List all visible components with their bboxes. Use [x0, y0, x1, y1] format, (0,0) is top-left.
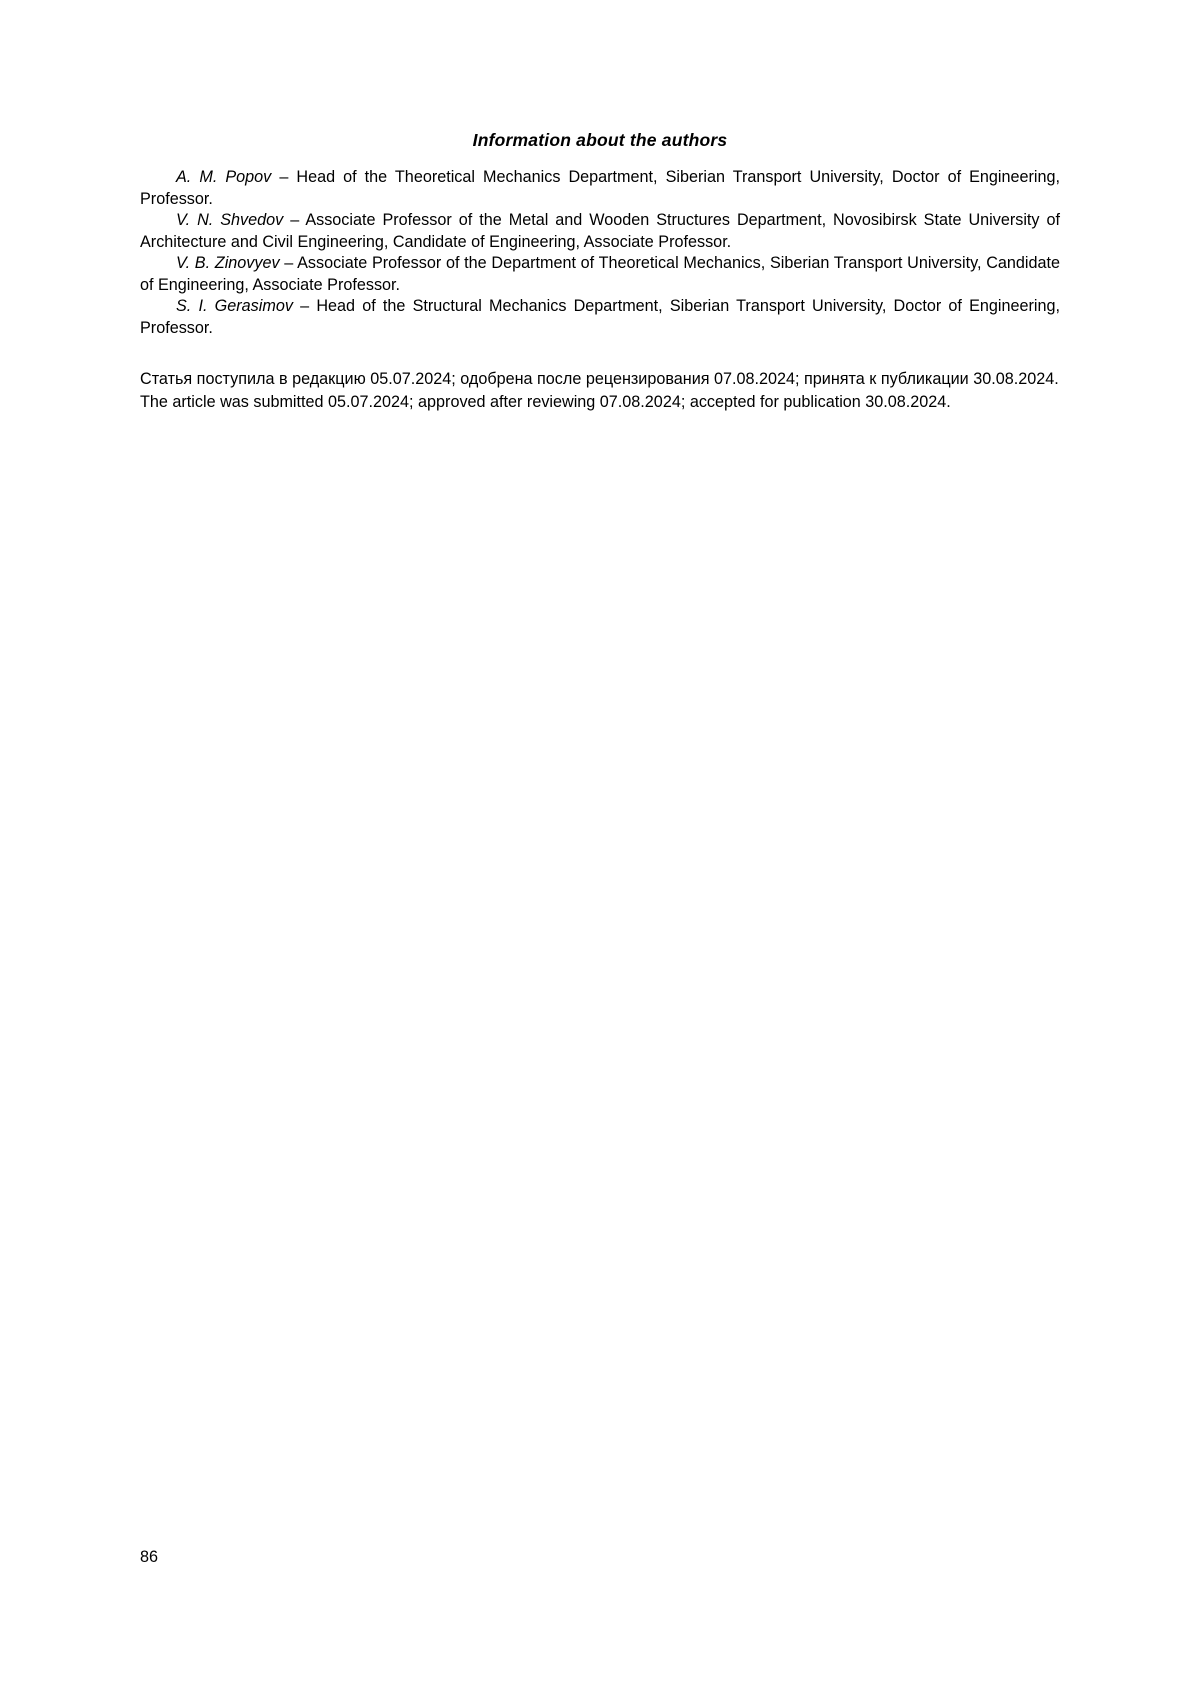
author-name: S. I. Gerasimov	[176, 297, 293, 316]
list-item	[140, 167, 1060, 210]
author-name: V. B. Zinovyev	[176, 254, 280, 273]
page-content	[140, 130, 1060, 413]
author-description: – Head of the Structural Mechanics Department, Siberian Transport University, Doctor of Engineering, Professor.	[140, 297, 1060, 337]
submission-note-ru: Статья поступила в редакцию 05.07.2024; одобрена после рецензирования 07.08.2024; принята к публикации 30.08.2024.	[140, 370, 1059, 389]
authors-list	[140, 167, 1060, 339]
page-title: Information about the authors	[472, 130, 728, 150]
page-number: 86	[140, 1548, 159, 1566]
author-description: – Associate Professor of the Department of Theoretical Mechanics, Siberian Transport University, Candidate of Engineering, Associate Professor.	[140, 254, 1060, 294]
list-item	[140, 253, 1060, 296]
list-item	[140, 296, 1060, 339]
author-description: – Head of the Theoretical Mechanics Department, Siberian Transport University, Doctor of Engineering, Professor.	[140, 168, 1061, 208]
list-item	[140, 210, 1060, 253]
submission-dates	[140, 369, 1060, 413]
submission-note-en: The article was submitted 05.07.2024; approved after reviewing 07.08.2024; accepted for publication 30.08.2024.	[140, 392, 951, 411]
author-name: V. N. Shvedov	[176, 211, 284, 230]
author-description: – Associate Professor of the Metal and Wooden Structures Department, Novosibirsk State University of Architecture and Civil Engineering, Candidate of Engineering, Associate Professor.	[140, 211, 1060, 251]
author-name: A. M. Popov	[176, 168, 272, 186]
